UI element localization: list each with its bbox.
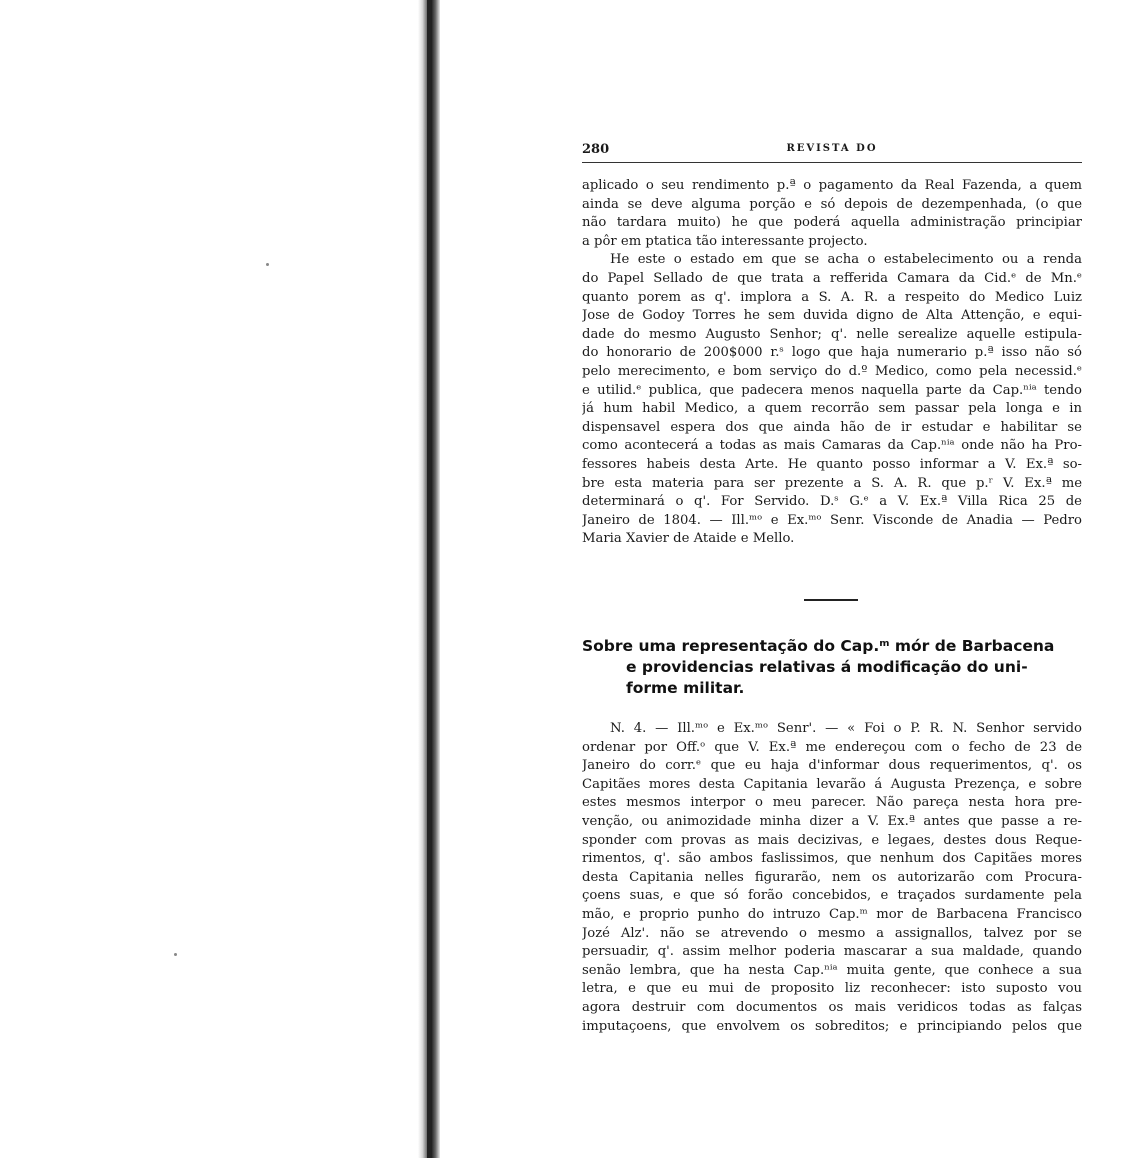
text-line: çoens suas, e que só forão concebidos, e traçados surdamente pela [582, 888, 1082, 904]
book-spine-shadow [427, 0, 432, 1158]
text-line: desta Capitania nelles figurarão, nem os autorizarão com Procura- [582, 869, 1082, 885]
text-line: e utilid.ᵉ publica, que padecera menos naquella parte da Cap.ⁿⁱᵃ tendo [582, 382, 1082, 398]
scan-speck [266, 263, 269, 266]
text-line: Jozé Alz'. não se atrevendo o mesmo a assignallos, talvez por se [582, 925, 1082, 941]
text-line: persuadir, q'. assim melhor poderia mascarar a sua maldade, quando [582, 944, 1082, 960]
section-separator-rule [804, 599, 858, 601]
text-line: venção, ou animozidade minha dizer a V. Ex.ª antes que passe a re- [582, 813, 1082, 829]
text-line: senão lembra, que ha nesta Cap.ⁿⁱᵃ muita gente, que conhece a sua [582, 962, 1082, 978]
text-line: Janeiro de 1804. — Ill.ᵐᵒ e Ex.ᵐᵒ Senr. Visconde de Anadia — Pedro [582, 512, 1082, 528]
text-line: Capitães mores desta Capitania levarão á Augusta Prezença, e sobre [582, 776, 1082, 792]
text-line: dispensavel espera dos que ainda hão de ir estudar e habilitar se [582, 419, 1082, 435]
text-line: rimentos, q'. são ambos faslissimos, que nenhum dos Capitães mores [582, 851, 1082, 867]
text-line: Maria Xavier de Ataide e Mello. [582, 531, 795, 547]
text-line: a pôr em ptatica tão interessante projecto. [582, 233, 868, 249]
text-line: He este o estado em que se acha o estabelecimento ou a renda [610, 252, 1082, 268]
text-line: ainda se deve alguma porção e só depois de dezempenhada, (o que [582, 196, 1082, 212]
text-line: estes mesmos interpor o meu parecer. Não pareça nesta hora pre- [582, 795, 1082, 811]
text-line: bre esta materia para ser prezente a S. A. R. que p.ʳ V. Ex.ª me [582, 475, 1082, 491]
text-line: quanto porem as q'. implora a S. A. R. a respeito do Medico Luiz [582, 289, 1082, 305]
text-line: Janeiro do corr.ᵉ que eu haja d'informar dous requerimentos, q'. os [582, 758, 1082, 774]
text-line: mão, e proprio punho do intruzo Cap.ᵐ mor de Barbacena Francisco [582, 906, 1082, 922]
text-line: como acontecerá a todas as mais Camaras da Cap.ⁿⁱᵃ onde não ha Pro- [582, 438, 1082, 454]
text-line: ordenar por Off.ᵒ que V. Ex.ª me endereçou com o fecho de 23 de [582, 739, 1082, 755]
heading-line: Sobre uma representação do Cap.ᵐ mór de Barbacena [582, 637, 1055, 655]
text-line: aplicado o seu rendimento p.ª o pagamento da Real Fazenda, a quem [582, 178, 1082, 193]
page-header [582, 140, 1082, 163]
text-line: N. 4. — Ill.ᵐᵒ e Ex.ᵐᵒ Senr'. — « Foi o P. R. N. Senhor servido [610, 721, 1082, 736]
text-line: do honorario de 200$000 r.ˢ logo que haja numerario p.ª isso não só [582, 345, 1082, 361]
text-line: determinará o q'. For Servido. D.ˢ G.ᵉ a V. Ex.ª Villa Rica 25 de [582, 494, 1082, 510]
text-line: já hum habil Medico, a quem recorrão sem passar pela longa e in [582, 401, 1082, 417]
text-line: fessores habeis desta Arte. He quanto posso informar a V. Ex.ª so- [582, 456, 1082, 472]
heading-line: forme militar. [626, 679, 745, 697]
document-text-block [582, 720, 1082, 1036]
text-line: não tardara muito) he que poderá aquella administração principiar [582, 215, 1082, 231]
continued-text-block [582, 177, 1082, 549]
heading-line: e providencias relativas á modificação do uni- [626, 658, 1028, 676]
text-line: imputaçoens, que envolvem os sobreditos; e principiando pelos que [582, 1018, 1082, 1034]
text-line: do Papel Sellado de que trata a refferida Camara da Cid.ᵉ de Mn.ᵉ [582, 270, 1082, 286]
text-line: pelo merecimento, e bom serviço do d.º Medico, como pela necessid.ᵉ [582, 363, 1082, 379]
scan-speck [174, 953, 177, 956]
text-line: letra, e que eu mui de proposito liz reconhecer: isto suposto vou [582, 981, 1082, 997]
section-heading [582, 636, 1082, 699]
text-line: Jose de Godoy Torres he sem duvida digno de Alta Attenção, e equi- [582, 308, 1082, 324]
page-number: 280 [582, 142, 610, 157]
text-line: dade do mesmo Augusto Senhor; q'. nelle serealize aquelle estipula- [582, 326, 1082, 342]
text-line: agora destruir com documentos os mais veridicos todas as falças [582, 999, 1082, 1015]
running-title: REVISTA DO [786, 143, 878, 154]
text-line: sponder com provas as mais decizivas, e legaes, destes dous Reque- [582, 832, 1082, 848]
